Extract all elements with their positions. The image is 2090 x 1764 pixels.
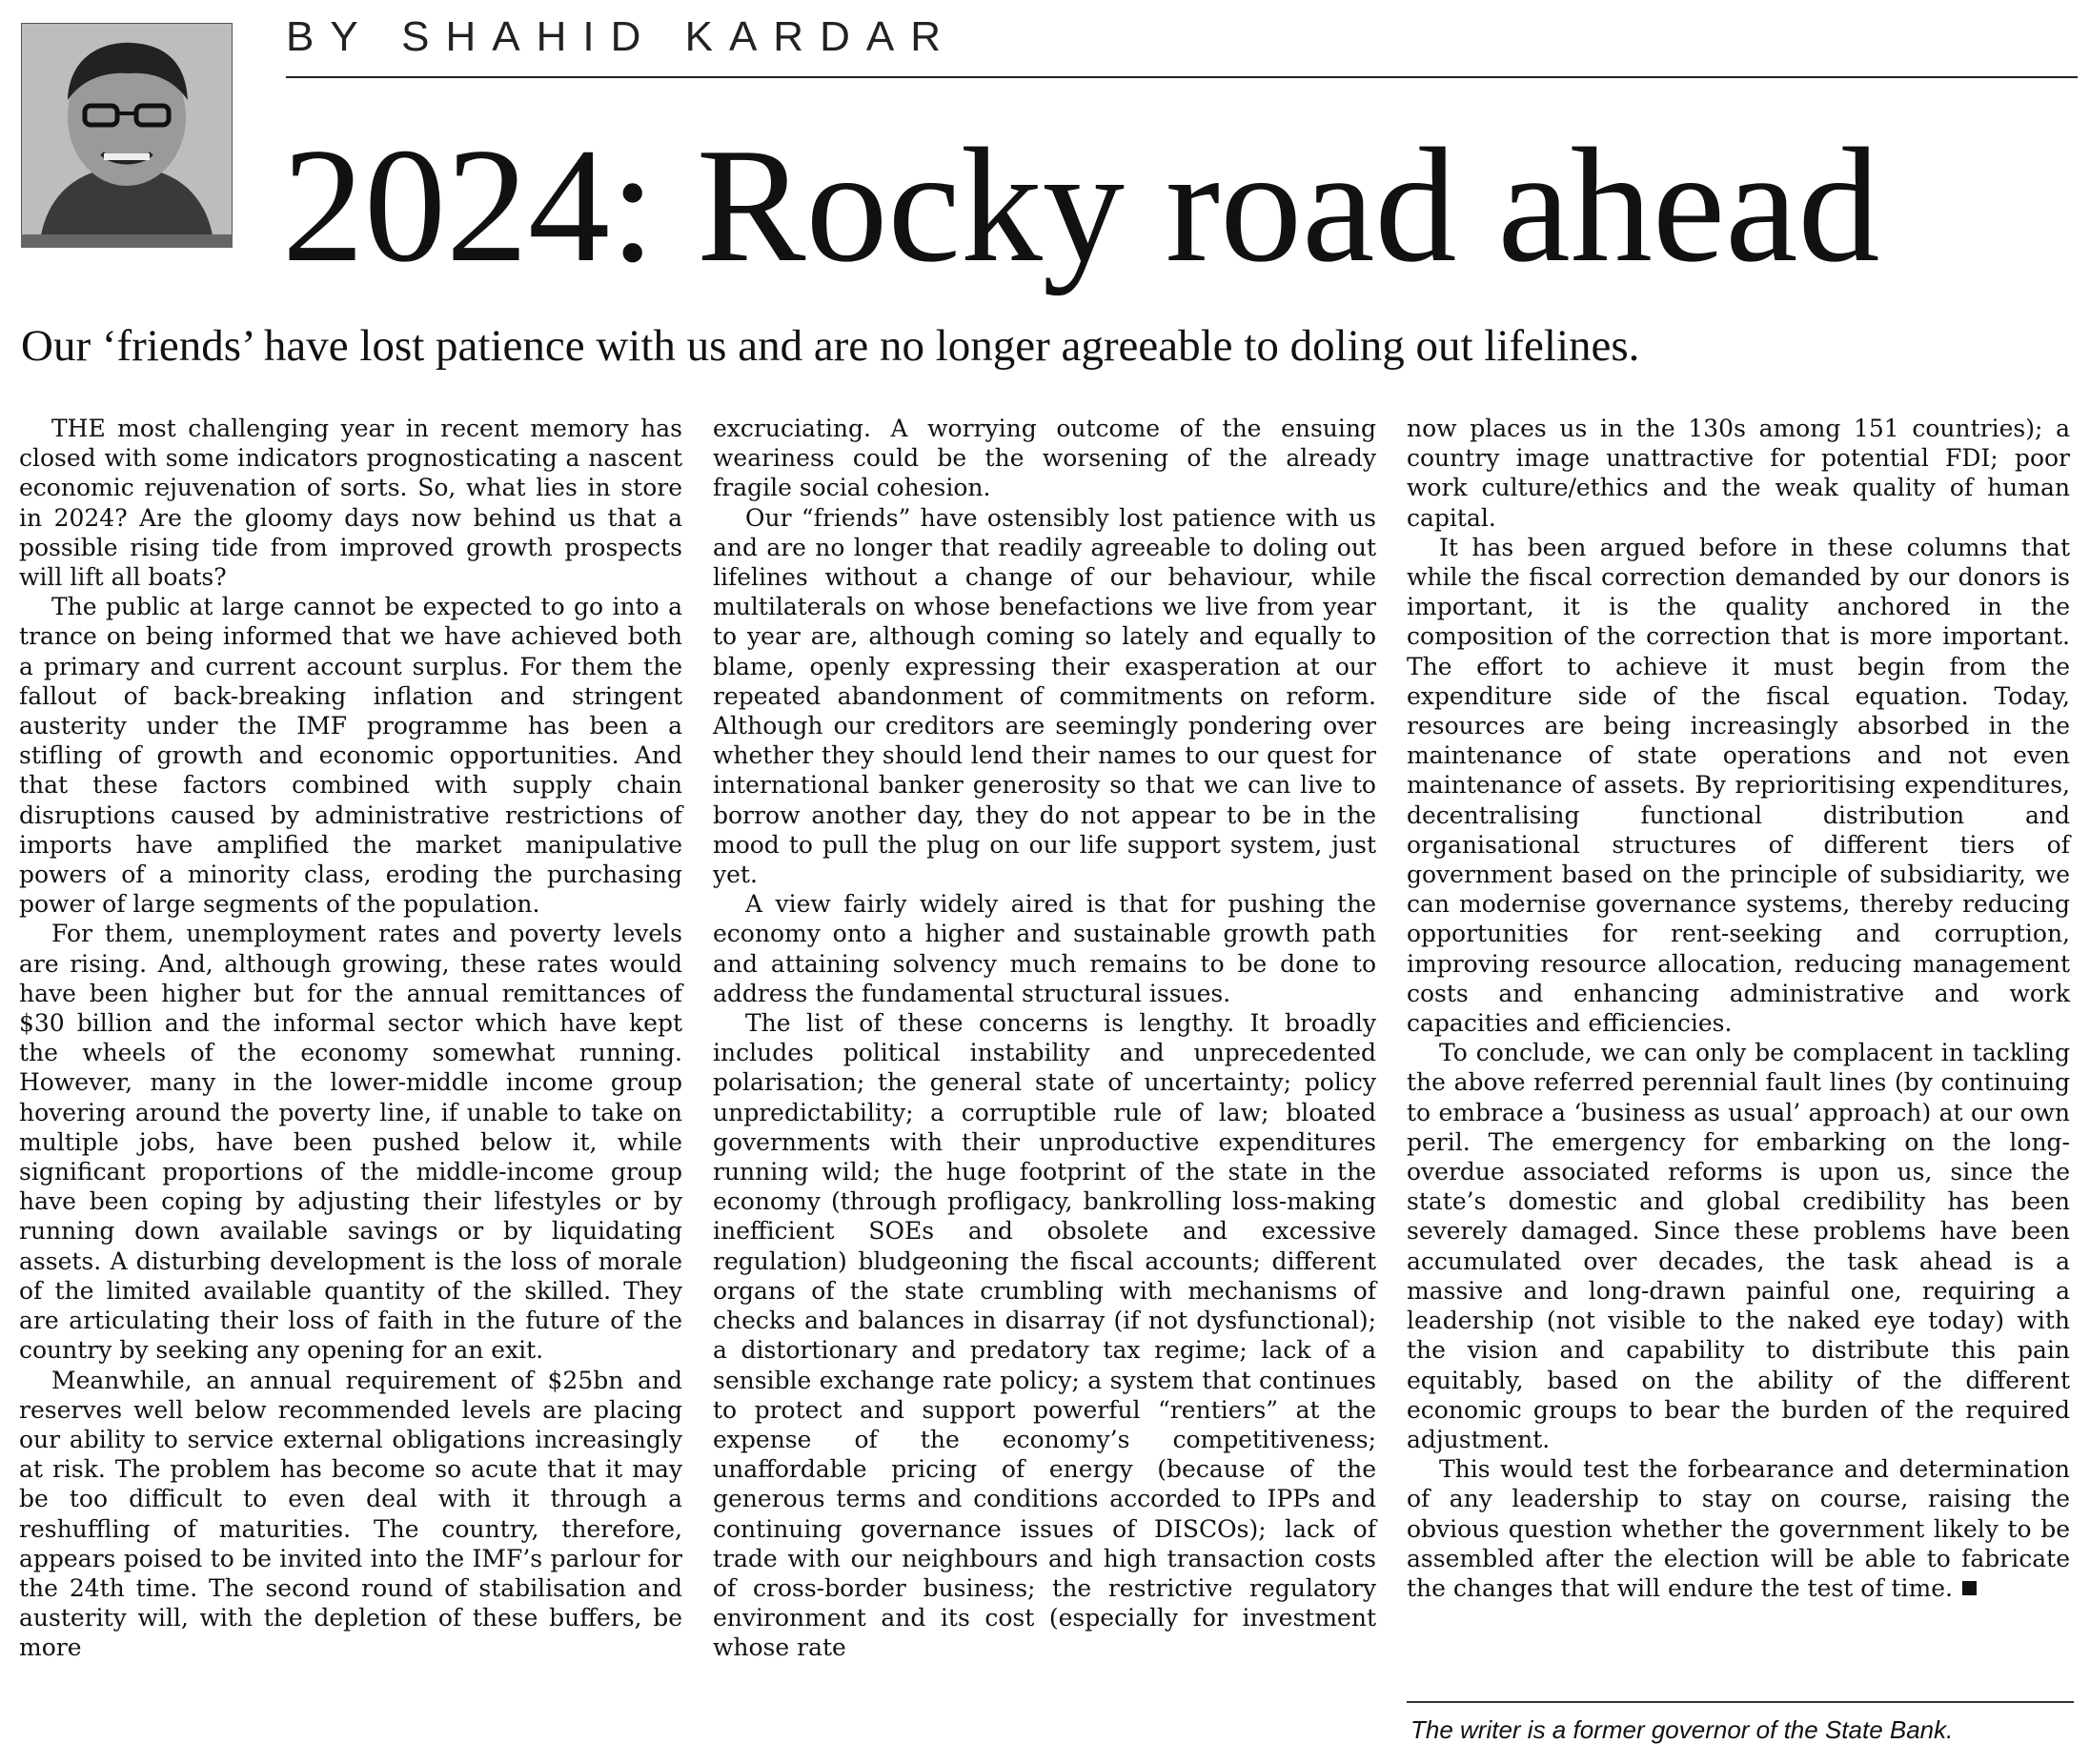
paragraph: A view fairly widely aired is that for pushing the economy onto a higher and sustainable growth path and attaining solvency much remains to be done to address the fundamental structural issues. [713, 890, 1376, 1007]
paragraph-continued: now places us in the 130s among 151 countries); a country image unattractive for potential FDI; poor work culture/ethics and the weak quality of human capital. [1407, 415, 2070, 532]
article-column-2 [713, 414, 1376, 1663]
final-paragraph [1407, 1454, 2070, 1603]
headline: 2024: Rocky road ahead [282, 115, 1880, 296]
footnote-rule [1407, 1701, 2074, 1703]
paragraph: The list of these concerns is lengthy. It broadly includes political instability and unprecedented polarisation; the general state of uncertainty; policy unpredictability; a corruptible rule of law; bloated governments with their unproductive expenditures running wild; the huge footprint of the state in the economy (through profligacy, bankrolling loss-making inefficient SOEs and obsolete and excessive regulation) bludgeoning the fiscal accounts; different organs of the state crumbling with mechanisms of checks and balances in disarray (if not dysfunctional); a distortionary and predatory tax regime; lack of a sensible exchange rate policy; a system that continues to protect and support powerful “rentiers” at the expense of the economy’s competitiveness; unaffordable pricing of energy (because of the generous terms and conditions accorded to IPPs and continuing governance issues of DISCOs); lack of trade with our neighbours and high transaction costs of cross-border business; the restrictive regulatory environment and its cost (especially for investment whose rate [713, 1009, 1376, 1662]
final-paragraph-text: This would test the forbearance and determination of any leadership to stay on course, raising the obvious question whether the government likely to be assembled after the election will be able to fabricate the changes that will endure the test of time. [1407, 1455, 2070, 1602]
author-footnote: The writer is a former governor of the State Bank. [1410, 1715, 1954, 1744]
paragraph: For them, unemployment rates and poverty levels are rising. And, although growing, these rates would have been higher but for the annual remittances of $30 billion and the informal sector which have kept the wheels of the economy somewhat running. However, many in the lower-middle income group hovering around the poverty line, if unable to take on multiple jobs, have been pushed below it, while significant proportions of the middle-income group have been coping by adjusting their lifestyles or by running down available savings or by liquidating assets. A disturbing development is the loss of morale of the limited available quantity of the skilled. They are articulating their loss of faith in the future of the country by seeking any opening for an exit. [19, 920, 682, 1365]
paragraph-continued: excruciating. A worrying outcome of the ensuing weariness could be the worsening of the already fragile social cohesion. [713, 415, 1376, 502]
byline: BY SHAHID KARDAR [286, 13, 957, 60]
paragraph: To conclude, we can only be complacent in tackling the above referred perennial fault lines (by continuing to embrace a ‘business as usual’ approach) at our own peril. The emergency for embarking on the long-overdue associated reforms is upon us, since the state’s domestic and global credibility has been severely damaged. Since these problems have been accumulated over decades, the task ahead is a massive and long-drawn painful one, requiring a leadership (not visible to the naked eye today) with the vision and capability to distribute this pain equitably, based on the ability of the different economic groups to bear the burden of the required adjustment. [1407, 1039, 2070, 1453]
paragraph: The public at large cannot be expected to go into a trance on being informed that we have achieved both a primary and current account surplus. For them the fallout of back-breaking inflation and stringent austerity under the IMF programme has been a stifling of growth and economic opportunities. And that these factors combined with supply chain disruptions caused by administrative restrictions of imports have amplified the market manipulative powers of a minority class, eroding the purchasing power of large segments of the population. [19, 593, 682, 919]
article-column-3 [1407, 414, 2070, 1603]
subheadline: Our ‘friends’ have lost patience with us and are no longer agreeable to doling out lifelines. [21, 321, 1640, 371]
photo-bar [21, 234, 233, 248]
paragraph: Our “friends” have ostensibly lost patience with us and are no longer that readily agreeable to doling out lifelines without a change of our behaviour, while multilaterals on whose benefactions we live from year to year are, although coming so lately and equally to blame, openly expressing their exasperation at our repeated abandonment of commitments on reform. Although our creditors are seemingly pondering over whether they should lend their names to our quest for international banker generosity so that we can live to borrow another day, they do not appear to be in the mood to pull the plug on our life support system, just yet. [713, 503, 1376, 889]
paragraph: THE most challenging year in recent memory has closed with some indicators prognosticating a nascent economic rejuvenation of sorts. So, what lies in store in 2024? Are the gloomy days now behind us that a possible rising tide from improved growth prospects will lift all boats? [19, 415, 682, 592]
author-photo [21, 23, 233, 236]
paragraph: Meanwhile, an annual requirement of $25bn and reserves well below recommended levels are placing our ability to service external obligations increasingly at risk. The problem has become so acute that it may be too difficult to even deal with it through a reshuffling of maturities. The country, therefore, appears poised to be invited into the IMF’s parlour for the 24th time. The second round of stabilisation and austerity will, with the depletion of these buffers, be more [19, 1366, 682, 1662]
end-mark-icon [1962, 1581, 1977, 1595]
top-rule [286, 76, 2078, 78]
article-column-1 [19, 414, 682, 1663]
paragraph: It has been argued before in these columns that while the fiscal correction demanded by our donors is important, it is the quality anchored in the composition of the correction that is more important. The effort to achieve it must begin from the expenditure side of the fiscal equation. Today, resources are being increasingly absorbed in the maintenance of state operations and not even maintenance of assets. By reprioritising expenditures, decentralising functional distribution and organisational structures of different tiers of government based on the principle of subsidiarity, we can modernise governance systems, thereby reducing opportunities for rent-seeking and corruption, improving resource allocation, reducing management costs and enhancing administrative and work capacities and efficiencies. [1407, 533, 2070, 1038]
